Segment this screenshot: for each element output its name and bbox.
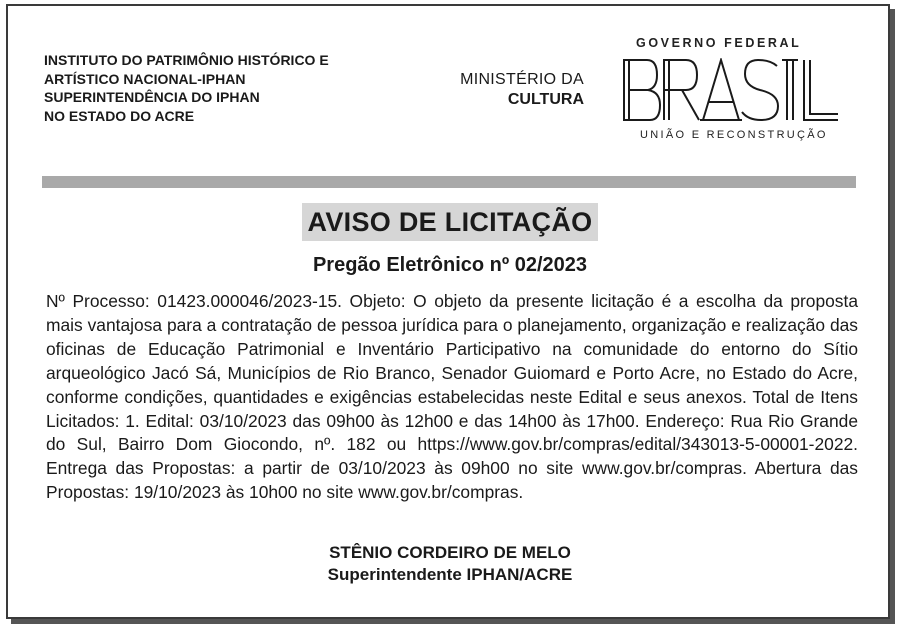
signatory-name: STÊNIO CORDEIRO DE MELO	[329, 543, 571, 562]
header-divider	[42, 176, 856, 188]
notice-title: AVISO DE LICITAÇÃO	[302, 203, 599, 241]
institution-line: ARTÍSTICO NACIONAL-IPHAN	[44, 70, 246, 87]
gov-federal-label: GOVERNO FEDERAL	[636, 36, 802, 50]
ministry-name: CULTURA	[507, 91, 584, 108]
signatory-role: Superintendente IPHAN/ACRE	[327, 565, 573, 584]
ministry-block	[440, 70, 584, 110]
institution-line: NO ESTADO DO ACRE	[44, 107, 195, 124]
title-container	[0, 203, 900, 241]
institution-block	[44, 51, 329, 125]
ministry-line: MINISTÉRIO DA	[460, 71, 584, 88]
institution-line: SUPERINTENDÊNCIA DO IPHAN	[44, 89, 260, 105]
notice-body: Nº Processo: 01423.000046/2023-15. Objeto: O objeto da presente licitação é a escolha da proposta mais vantajosa para a contratação de pessoa jurídica para o planejamento, organização e realização das oficinas de Educação Patrimonial e Inventário Participativo na comunidade do entorno do Sítio arqueológico Jacó Sá, Municípios de Rio Branco, Senador Guiomard e Porto Acre, no Estado do Acre, conforme condições, quantidades e exigências estabelecidas neste Edital e seus anexos. Total de Itens Licitados: 1. Edital: 03/10/2023 das 09h00 às 12h00 e das 14h00 às 17h00. Endereço: Rua Rio Grande do Sul, Bairro Dom Giocondo, nº. 182 ou https://www.gov.br/compras/edital/343013-5-00001-2022. Entrega das Propostas: a partir de 03/10/2023 às 09h00 no site www.gov.br/compras. Abertura das Propostas: 19/10/2023 às 10h00 no site www.gov.br/compras.	[46, 291, 858, 503]
signature-block	[0, 542, 900, 586]
gov-slogan: UNIÃO E RECONSTRUÇÃO	[640, 129, 828, 141]
notice-subtitle: Pregão Eletrônico nº 02/2023	[312, 254, 588, 276]
brasil-logo	[620, 58, 842, 122]
institution-line: INSTITUTO DO PATRIMÔNIO HISTÓRICO E	[44, 52, 329, 68]
